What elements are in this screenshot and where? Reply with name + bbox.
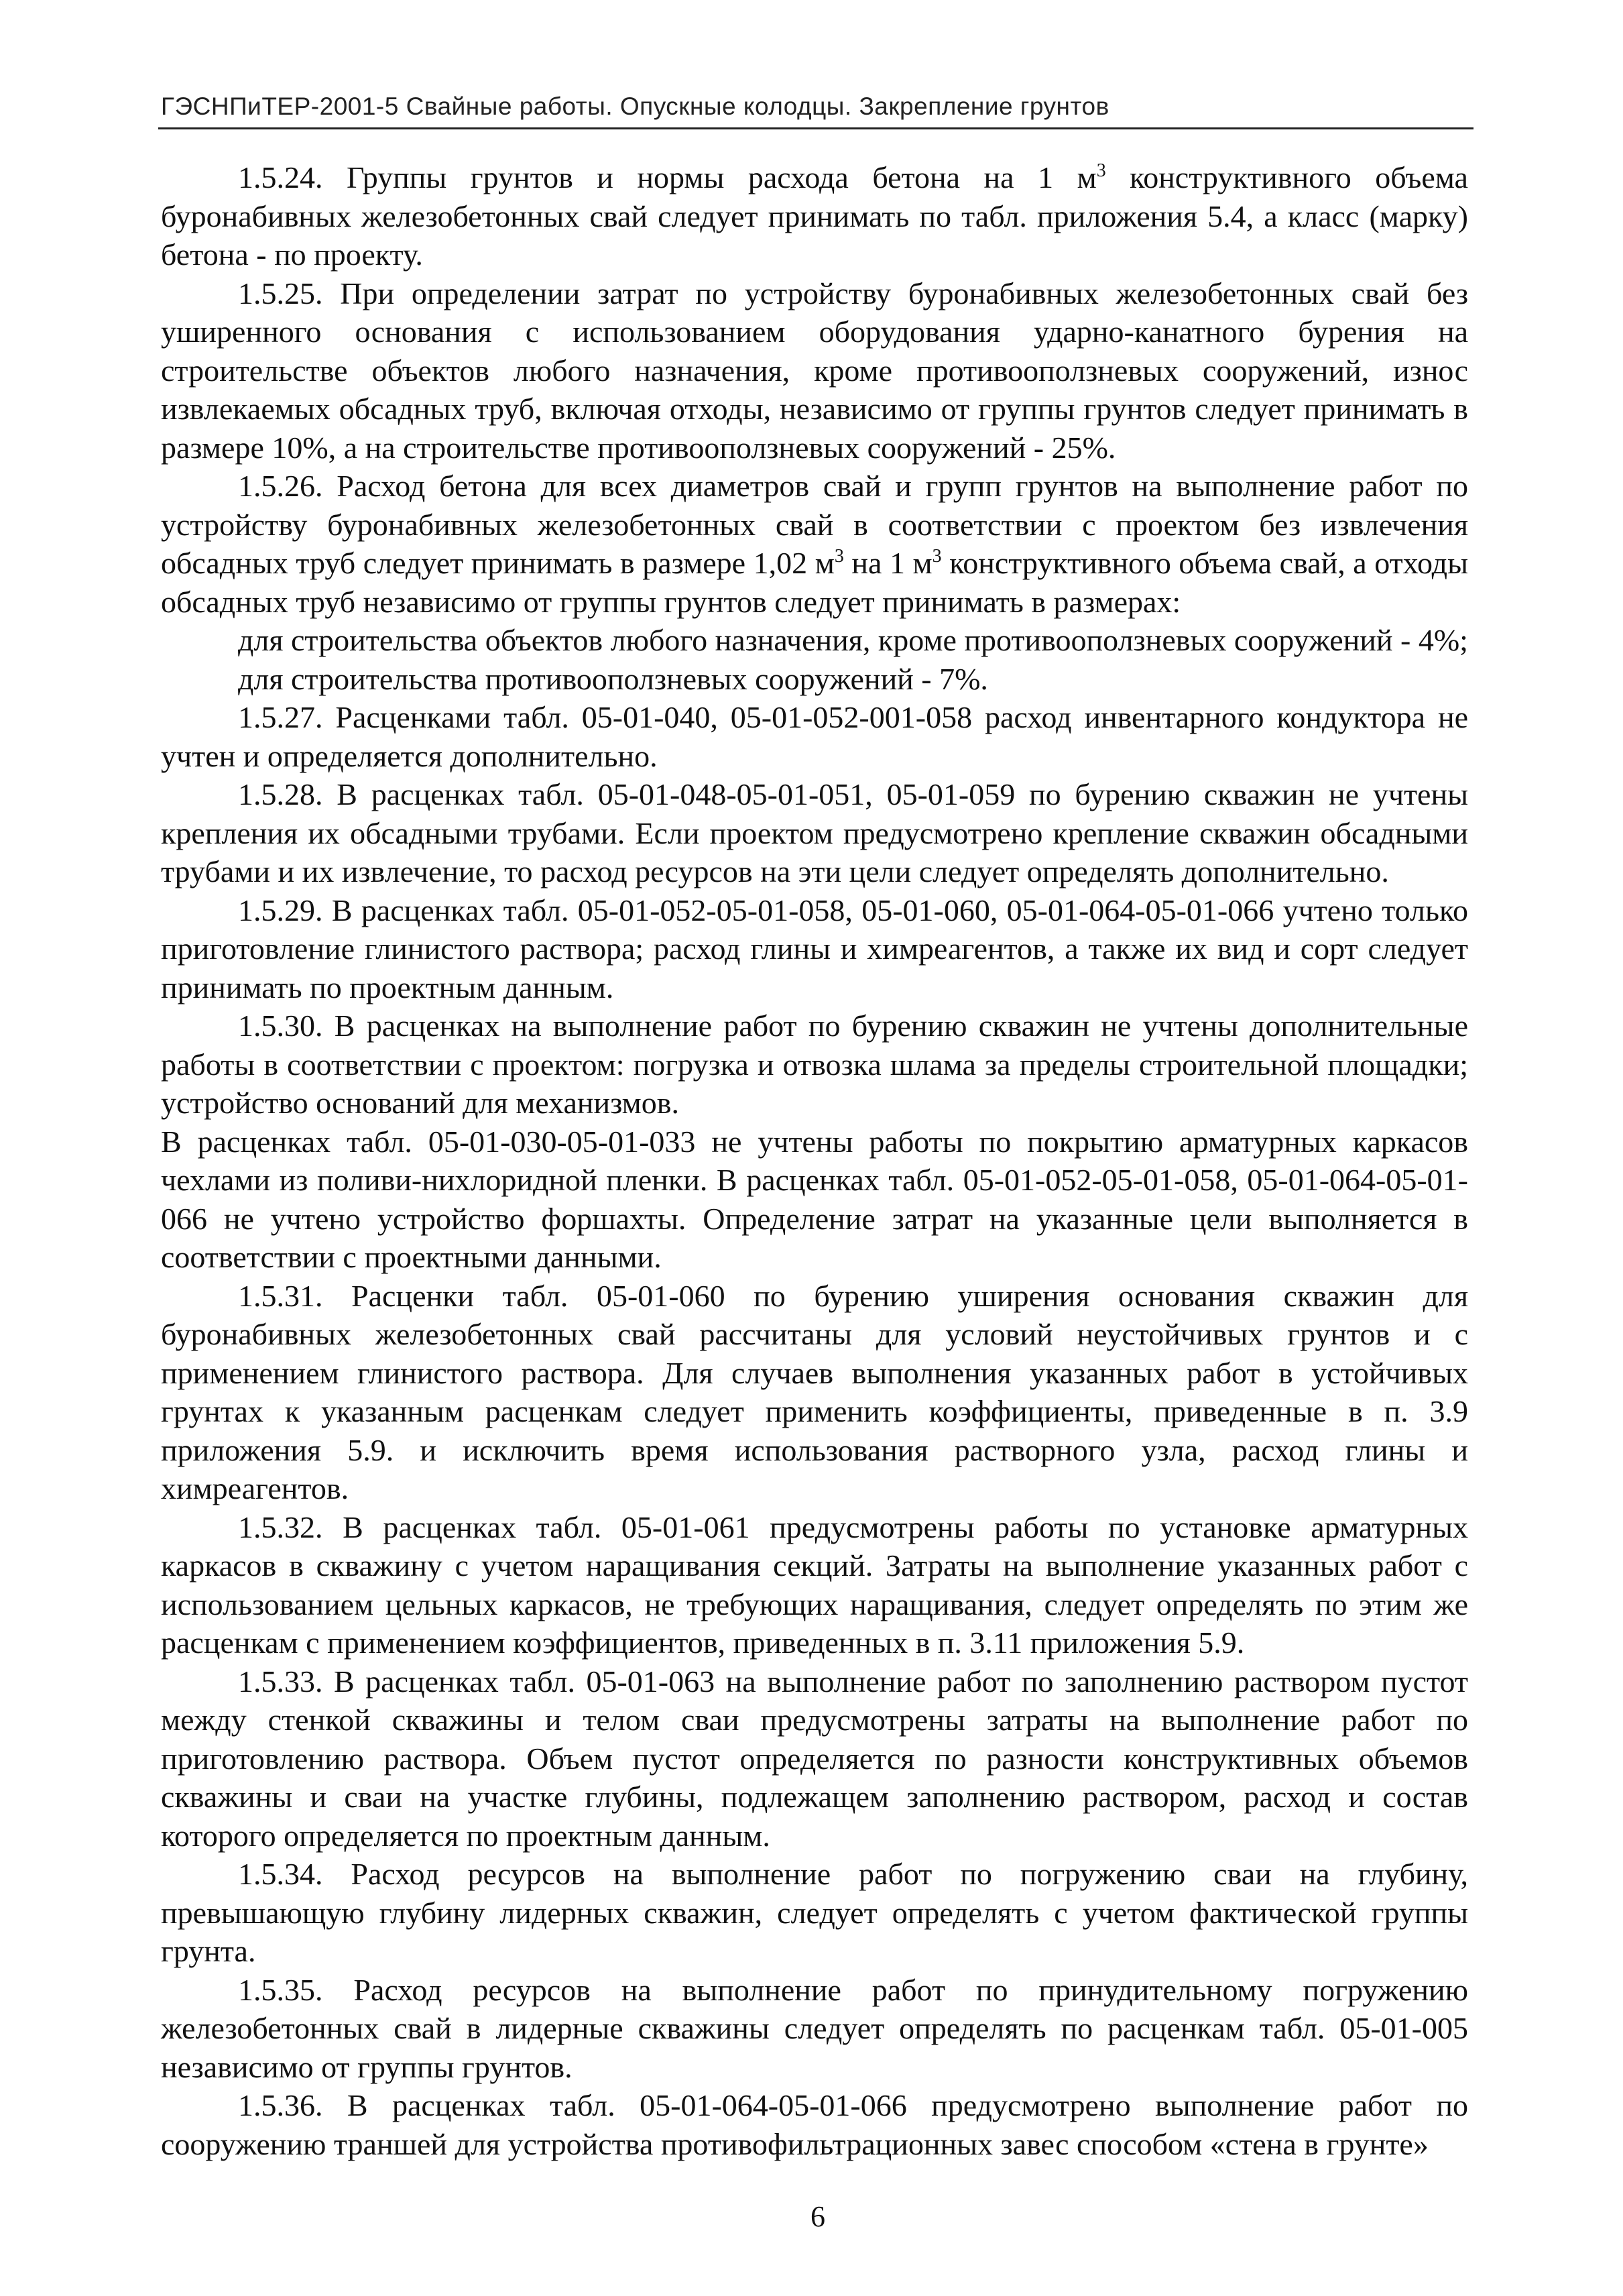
paragraph-1-5-30-continued: В расценках табл. 05-01-030-05-01-033 не учтены работы по покрытию арматурных каркасов чехлами из поливи-нихлоридной пленки. В расценках табл. 05-01-052-05-01-058, 05-01-064-05-01-066 не учтено устройство форшахты. Определение затрат на указанные цели выполняется в соответствии с проектными данными. [161,1124,1468,1274]
paragraph-1-5-35: 1.5.35. Расход ресурсов на выполнение работ по принудительному погружению железобетонных свай в лидерные скважины следует определять по расценкам табл. 05-01-005 независимо от группы грунтов. [161,1972,1468,2084]
paragraph-1-5-24 [161,158,1468,274]
page-number: 6 [810,2200,825,2233]
superscript: 3 [834,546,844,567]
paragraph-1-5-31: 1.5.31. Расценки табл. 05-01-060 по бурению уширения основания скважин для буронабивных железобетонных свай рассчитаны для условий неустойчивых грунтов и с применением глинистого раствора. Для случаев выполнения указанных работ в устойчивых грунтах к указанным расценкам следует применить коэффициенты, приведенные в п. 3.9 приложения 5.9. и исключить время использования растворного узла, расход глины и химреагентов. [161,1278,1468,1505]
header-rule [158,127,1474,129]
paragraph-1-5-26 [161,467,1468,621]
paragraph-1-5-27: 1.5.27. Расценками табл. 05-01-040, 05-01-052-001-058 расход инвентарного кондуктора не учтен и определяется дополнительно. [161,700,1468,773]
running-header: ГЭСНПиТЕР-2001-5 Свайные работы. Опускные колодцы. Закрепление грунтов [161,93,1109,120]
paragraph-text: конструктивного объема свай, а отходы обсадных труб независимо от группы грунтов следует принимать в размерах: [161,546,1468,619]
paragraph-1-5-25: 1.5.25. При определении затрат по устройству буронабивных железобетонных свай без уширенного основания с использованием оборудования ударно-канатного бурения на строительстве объектов любого назначения, кроме противооползневых сооружений, износ извлекаемых обсадных труб, включая отходы, независимо от группы грунтов следует принимать в размере 10%, а на строительстве противооползневых сооружений - 25%. [161,276,1468,465]
paragraph-1-5-33: 1.5.33. В расценках табл. 05-01-063 на выполнение работ по заполнению раствором пустот между стенкой скважины и телом сваи предусмотрены затраты на выполнение работ по приготовлению раствора. Объем пустот определяется по разности конструктивных объемов скважины и сваи на участке глубины, подлежащем заполнению раствором, расход и состав которого определяется по проектным данным. [161,1664,1468,1853]
paragraph-text: 1.5.24. Группы грунтов и нормы расхода бетона на 1 м [238,160,1097,194]
paragraph-1-5-34: 1.5.34. Расход ресурсов на выполнение работ по погружению сваи на глубину, превышающую глубину лидерных скважин, следует определять с учетом фактической группы грунта. [161,1857,1468,1968]
document-body [161,158,1468,2163]
paragraph-text: 1.5.26. Расход бетона для всех диаметров свай и групп грунтов на выполнение работ по устройству буронабивных железобетонных свай в соответствии с проектом без извлечения обсадных труб следует принимать в размере 1,02 м [161,469,1468,580]
paragraph-text: конструктивного объема буронабивных железобетонных свай следует принимать по табл. приложения 5.4, а класс (марку) бетона - по проекту. [161,160,1468,272]
paragraph-1-5-36: 1.5.36. В расценках табл. 05-01-064-05-01-066 предусмотрено выполнение работ по сооружению траншей для устройства противофильтрационных завес способом «стена в грунте» [161,2088,1468,2161]
paragraph-1-5-29: 1.5.29. В расценках табл. 05-01-052-05-01-058, 05-01-060, 05-01-064-05-01-066 учтено только приготовление глинистого раствора; расход глины и химреагентов, а также их вид и сорт следует принимать по проектным данным. [161,893,1468,1005]
paragraph-1-5-28: 1.5.28. В расценках табл. 05-01-048-05-01-051, 05-01-059 по бурению скважин не учтены крепления их обсадными трубами. Если проектом предусмотрено крепление скважин обсадными трубами и их извлечение, то расход ресурсов на эти цели следует определять дополнительно. [161,777,1468,888]
list-item-landslide-structures: для строительства противооползневых сооружений - 7%. [238,661,988,696]
paragraph-1-5-30: 1.5.30. В расценках на выполнение работ по бурению скважин не учтены дополнительные работы в соответствии с проектом: погрузка и отвозка шлама за пределы строительной площадки; устройство оснований для механизмов. [161,1009,1468,1120]
superscript: 3 [932,546,942,567]
paragraph-1-5-32: 1.5.32. В расценках табл. 05-01-061 предусмотрены работы по установке арматурных каркасов в скважину с учетом наращивания секций. Затраты на выполнение указанных работ с использованием цельных каркасов, не требующих наращивания, следует определять по этим же расценкам с применением коэффициентов, приведенных в п. 3.11 приложения 5.9. [161,1509,1468,1660]
list-item-general-objects: для строительства объектов любого назначения, кроме противооползневых сооружений - 4%; [238,623,1468,657]
paragraph-text: на 1 м [843,546,933,580]
superscript: 3 [1096,160,1106,181]
